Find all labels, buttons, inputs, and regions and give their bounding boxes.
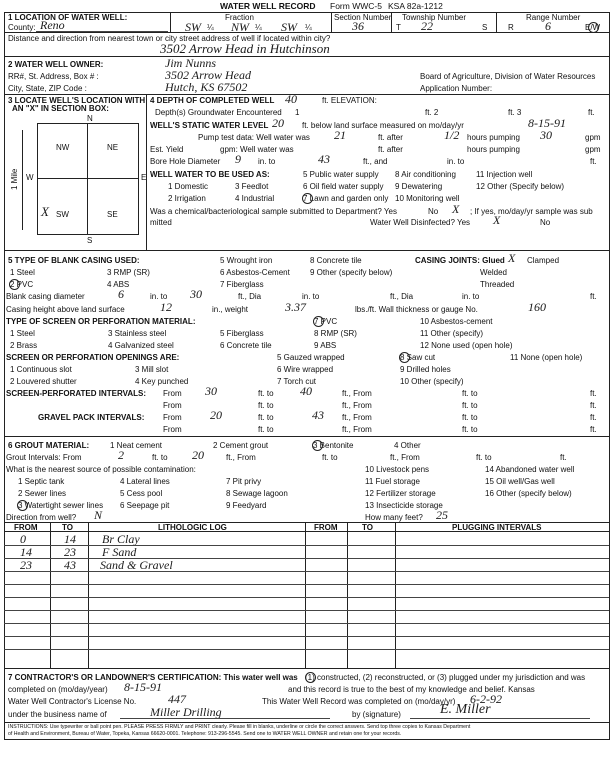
mitted: mitted <box>150 218 172 227</box>
opening-4[interactable]: 4 Key punched <box>135 377 189 386</box>
log-row-to[interactable]: 43 <box>64 558 76 572</box>
gravel-ft3: ft. to <box>462 413 478 422</box>
diameter-in2: in. to <box>302 292 320 301</box>
perf-ft3: ft. to <box>462 389 478 398</box>
contam-16[interactable]: 16 Other (specify below) <box>485 489 572 498</box>
gpm-label: gpm <box>585 133 601 142</box>
use-2[interactable]: 2 Irrigation <box>168 194 206 203</box>
log-col-line <box>88 522 89 668</box>
disinfected-x: X <box>493 213 501 227</box>
yield-after: ft. after <box>378 145 403 154</box>
license-label: Water Well Contractor's License No. <box>8 697 137 706</box>
sample-x: X <box>452 202 460 216</box>
contam-1[interactable]: 1 Septic tank <box>18 477 65 486</box>
ksa-reference: KSA 82a-1212 <box>388 1 443 11</box>
use-label: WELL WATER TO BE USED AS: <box>150 170 270 179</box>
use-5[interactable]: 5 Public water supply <box>303 170 379 179</box>
groundwater-label: Depth(s) Groundwater Encountered <box>155 108 282 117</box>
opening-10[interactable]: 10 Other (specify) <box>400 377 464 386</box>
range-r: R <box>508 23 514 32</box>
gravel-end: ft. <box>590 413 597 422</box>
bore-in: in. to <box>258 157 276 166</box>
opening-8-circle <box>399 352 410 363</box>
grout-ft2: ft., From <box>226 453 256 462</box>
log-to-header: TO <box>62 523 73 532</box>
township-t: T <box>396 23 401 32</box>
se-label: SE <box>107 210 118 219</box>
grout-ft: ft. to <box>152 453 168 462</box>
contam-6[interactable]: 6 Seepage pit <box>120 501 170 510</box>
by-label: by (signature) <box>352 710 401 719</box>
log-rule <box>4 597 609 598</box>
gauge-value[interactable]: 160 <box>528 300 546 314</box>
use-10[interactable]: 10 Monitoring well <box>395 194 460 203</box>
log-rule <box>4 571 609 572</box>
height-in: in., weight <box>212 305 249 314</box>
contam-14[interactable]: 14 Abandoned water well <box>485 465 575 474</box>
business-value[interactable]: Miller Drilling <box>150 705 222 719</box>
screen-10[interactable]: 10 Asbestos-cement <box>420 317 493 326</box>
log-rule <box>4 610 609 611</box>
use-3[interactable]: 3 Feedlot <box>235 182 269 191</box>
gravel-ft: ft. to <box>258 413 274 422</box>
sample-no[interactable]: No <box>428 207 439 216</box>
divider <box>170 12 171 32</box>
section-5-label: 5 TYPE OF BLANK CASING USED: <box>8 256 140 265</box>
log-col-line <box>395 522 396 668</box>
casing-2[interactable]: 2 PVC <box>10 280 34 289</box>
section-box[interactable] <box>37 123 139 235</box>
direction-label: Direction from well? <box>6 513 77 522</box>
use-8[interactable]: 8 Air conditioning <box>395 170 456 179</box>
plug-from-header: FROM <box>314 523 338 532</box>
log-rule <box>4 584 609 585</box>
distance-label: Distance and direction from nearest town or city street address of well if located within city? <box>8 34 331 43</box>
divider <box>496 12 497 32</box>
business-label: under the business name of <box>8 710 107 719</box>
gw-2: ft. 2 <box>425 108 439 117</box>
screen-1[interactable]: 1 Steel <box>10 329 35 338</box>
opening-11[interactable]: 11 None (open hole) <box>510 353 583 362</box>
joints-label: CASING JOINTS: Glued <box>415 256 505 265</box>
west-label: W <box>26 173 34 182</box>
county-label: County: <box>8 23 36 32</box>
yield-end: gpm <box>585 145 601 154</box>
casing-3[interactable]: 3 RMP (SR) <box>107 268 150 277</box>
distance-value[interactable]: 3502 Arrow Head in Hutchinson <box>160 41 330 56</box>
gravel-ft2: ft., From <box>342 413 372 422</box>
quarter-mark: ¼ <box>207 23 214 32</box>
screen-3[interactable]: 3 Stainless steel <box>108 329 167 338</box>
application-label: Application Number: <box>420 84 493 93</box>
screen-11[interactable]: 11 Other (specify) <box>420 329 483 338</box>
height-value[interactable]: 12 <box>160 300 172 314</box>
opening-8[interactable]: 8 Saw cut <box>400 353 436 362</box>
log-row-desc[interactable]: Sand & Gravel <box>100 558 173 572</box>
contam-3-circle <box>17 500 28 511</box>
depth-label: 4 DEPTH OF COMPLETED WELL <box>150 96 275 105</box>
opening-5[interactable]: 5 Gauzed wrapped <box>277 353 345 362</box>
divider <box>4 32 609 33</box>
divider <box>4 56 609 57</box>
log-rule <box>4 636 609 637</box>
log-rule <box>4 558 609 559</box>
casing-1[interactable]: 1 Steel <box>10 268 35 277</box>
yield-gpm: gpm: Well water was <box>220 145 294 154</box>
disinfected-no[interactable]: No <box>540 218 551 227</box>
perforated-label: SCREEN-PERFORATED INTERVALS: <box>6 389 147 398</box>
use-1[interactable]: 1 Domestic <box>168 182 209 191</box>
use-7[interactable]: 7 Lawn and garden only <box>303 194 389 203</box>
gravel-from: From <box>163 413 182 422</box>
pump-gpm[interactable]: 30 <box>540 128 552 142</box>
diameter-value[interactable]: 6 <box>118 287 124 301</box>
log-col-line <box>50 522 51 668</box>
static-label: WELL'S STATIC WATER LEVEL <box>150 121 269 130</box>
pump-label: Pump test data: Well water was <box>198 133 310 142</box>
section-6-label: 6 GROUT MATERIAL: <box>8 441 90 450</box>
weight-lbs: lbs./ft. Wall thickness or gauge No. <box>355 305 478 314</box>
gravel-end2: ft. <box>590 425 597 434</box>
contamination-question: What is the nearest source of possible contamination: <box>6 465 196 474</box>
perf-ft6: ft. to <box>462 401 478 410</box>
welded-label[interactable]: Welded <box>480 268 507 277</box>
use-7-circle <box>302 193 313 204</box>
log-rule <box>4 649 609 650</box>
height-label: Casing height above land surface <box>6 305 125 314</box>
log-row-desc[interactable]: Br Clay <box>102 532 140 546</box>
signature-line <box>410 718 590 719</box>
section-2-label: 2 WATER WELL OWNER: <box>8 60 104 69</box>
record-label: This Water Well Record was completed on (mo/day/yr) <box>262 697 456 706</box>
sample-question: Was a chemical/bacteriological sample submitted to Department? Yes <box>150 207 397 216</box>
log-from-header: FROM <box>14 523 38 532</box>
log-row-desc[interactable]: F Sand <box>102 545 137 559</box>
county-value[interactable]: Reno <box>40 18 65 32</box>
opening-2[interactable]: 2 Louvered shutter <box>10 377 77 386</box>
bore-in2: in. to <box>447 157 465 166</box>
screen-7-circle <box>313 316 324 327</box>
grout-to-value[interactable]: 20 <box>192 448 204 462</box>
use-12[interactable]: 12 Other (Specify below) <box>476 182 565 191</box>
opening-1[interactable]: 1 Continuous slot <box>10 365 72 374</box>
divider <box>4 94 609 95</box>
bore-label: Bore Hole Diameter <box>150 157 221 166</box>
opening-3[interactable]: 3 Mill slot <box>135 365 169 374</box>
feet-label: How many feet? <box>365 513 423 522</box>
depth-value[interactable]: 40 <box>285 92 297 106</box>
gravel-label: GRAVEL PACK INTERVALS: <box>38 413 145 422</box>
bore-ft: ft., and <box>363 157 388 166</box>
east-label: E <box>141 173 147 182</box>
section-box-vline <box>87 123 88 234</box>
contam-15[interactable]: 15 Oil well/Gas well <box>485 477 555 486</box>
grout-2[interactable]: 2 Cement grout <box>213 441 269 450</box>
static-date[interactable]: 8-15-91 <box>528 116 566 130</box>
section-number-value[interactable]: 36 <box>352 19 364 33</box>
perf-from: From <box>163 389 182 398</box>
city-label: City, State, ZIP Code : <box>8 84 87 93</box>
gw-ft: ft. <box>588 108 595 117</box>
township-value[interactable]: 22 <box>421 19 433 33</box>
log-row-from[interactable]: 23 <box>20 558 32 572</box>
contam-2[interactable]: 2 Sewer lines <box>18 489 67 498</box>
section-3-label-2: AN "X" IN SECTION BOX: <box>12 104 109 113</box>
completed-label: completed on (mo/day/year) <box>8 685 108 694</box>
section-3-label: 3 LOCATE WELL'S LOCATION WITH <box>8 96 146 105</box>
divider <box>4 722 609 723</box>
range-ew: E/W <box>585 23 601 32</box>
diameter-label: Blank casing diameter <box>6 292 85 301</box>
pump-hours-label: hours pumping <box>467 133 520 142</box>
board-label: Board of Agriculture, Division of Water Resources <box>420 72 596 81</box>
opening-9[interactable]: 9 Drilled holes <box>400 365 451 374</box>
screen-2[interactable]: 2 Brass <box>10 341 38 350</box>
log-row-to[interactable]: 14 <box>64 532 76 546</box>
north-label: N <box>87 114 93 123</box>
mile-label: 1 Mile <box>10 168 19 190</box>
license-value[interactable]: 447 <box>168 692 186 706</box>
section-number-label: Section Number <box>334 13 392 22</box>
pump-value[interactable]: 21 <box>334 128 346 142</box>
form-number: Form WWC-5 <box>330 1 382 11</box>
signature: E. Miller <box>440 702 491 717</box>
divider <box>331 12 332 32</box>
perf-ft4: ft. to <box>258 401 274 410</box>
gw-1: 1 <box>295 108 300 117</box>
bore-ft2: ft. <box>590 157 597 166</box>
contam-9[interactable]: 9 Feedyard <box>226 501 267 510</box>
log-col-line <box>305 522 306 668</box>
city-value[interactable]: Hutch, KS 67502 <box>165 80 248 94</box>
constructed-circle <box>305 672 316 683</box>
log-rule <box>4 623 609 624</box>
plug-to-header: TO <box>362 523 373 532</box>
screen-6[interactable]: 6 Concrete tile <box>220 341 272 350</box>
use-6[interactable]: 6 Oil field water supply <box>303 182 384 191</box>
bore-value[interactable]: 9 <box>235 152 241 166</box>
grout-1[interactable]: 1 Neat cement <box>110 441 163 450</box>
certification-line-1b: (1) constructed, (2) reconstructed, or (3) plugged under my jurisdiction and was <box>305 673 586 682</box>
business-line <box>120 718 330 719</box>
gravel-to-value[interactable]: 43 <box>312 408 324 422</box>
direction-value[interactable]: N <box>94 508 103 522</box>
grout-4[interactable]: 4 Other <box>394 441 421 450</box>
township-s: S <box>482 23 488 32</box>
grout-3-circle <box>312 440 323 451</box>
gravel-ft6: ft. to <box>462 425 478 434</box>
divider <box>4 250 609 251</box>
gw-3: ft. 3 <box>508 108 522 117</box>
perf-end2: ft. <box>590 401 597 410</box>
opening-7[interactable]: 7 Torch cut <box>277 377 316 386</box>
gravel-ft5: ft., From <box>342 425 372 434</box>
diameter-to[interactable]: 30 <box>190 287 202 301</box>
rr-label: RR#, St. Address, Box # : <box>8 72 99 81</box>
contam-8[interactable]: 8 Sewage lagoon <box>226 489 288 498</box>
instructions-line-1: INSTRUCTIONS: Use typewriter or ball point pen. PLEASE PRESS FIRMLY and PRINT clearly. Please fill in blanks, underline or circle the correct answers. Send top three copies to Kansas Department <box>8 724 471 730</box>
contam-11[interactable]: 11 Fuel storage <box>365 477 420 486</box>
bore-to[interactable]: 43 <box>318 152 330 166</box>
perf-ft2: ft., From <box>342 389 372 398</box>
instructions-line-2: of Health and Environment, Bureau of Water, Topeka, Kansas 66620-0001. Telephone: 913-296-5545. Send one to WATER WELL OWNER and retain one for your records. <box>8 731 402 737</box>
screen-5[interactable]: 5 Fiberglass <box>220 329 264 338</box>
yield-hours: hours pumping <box>467 145 520 154</box>
owner-value[interactable]: Jim Nunns <box>165 56 216 70</box>
disinfected-label: Water Well Disinfected? Yes <box>370 218 471 227</box>
mile-arrow <box>22 130 23 230</box>
grout-3[interactable]: 3 Bentonite <box>313 441 354 450</box>
casing-2-circle <box>9 279 20 290</box>
log-litho-header: LITHOLOGIC LOG <box>158 523 227 532</box>
sample-end: ; If yes, mo/day/yr sample was sub <box>470 207 593 216</box>
contam-10[interactable]: 10 Livestock pens <box>365 465 430 474</box>
quarter-mark: ¼ <box>255 23 262 32</box>
use-11[interactable]: 11 Injection well <box>476 170 533 179</box>
fraction-2-value[interactable]: NW <box>231 20 249 34</box>
ne-label: NE <box>107 143 119 152</box>
perf-from2: From <box>163 401 182 410</box>
opening-6[interactable]: 6 Wire wrapped <box>277 365 334 374</box>
township-label: Township Number <box>402 13 467 22</box>
perf-ft5: ft., From <box>342 401 372 410</box>
range-label: Range Number <box>526 13 581 22</box>
pump-hours[interactable]: 1/2 <box>444 128 460 142</box>
record-value[interactable]: 6-2-92 <box>470 692 502 706</box>
weight-value[interactable]: 3.37 <box>285 300 306 314</box>
pump-after: ft. after <box>378 133 403 142</box>
diameter-ft: ft., Dia <box>238 292 262 301</box>
divider <box>4 436 609 437</box>
range-value[interactable]: 6 <box>545 19 551 33</box>
use-4[interactable]: 4 Industrial <box>235 194 275 203</box>
completed-value[interactable]: 8-15-91 <box>124 680 162 694</box>
gravel-ft4: ft. to <box>258 425 274 434</box>
diameter-in3: in. to <box>462 292 480 301</box>
perf-end: ft. <box>590 389 597 398</box>
clamped-label[interactable]: Clamped <box>527 256 560 265</box>
divider <box>4 668 609 669</box>
casing-9[interactable]: 9 Other (specify below) <box>310 268 393 277</box>
elevation-label: ft. ELEVATION: <box>322 96 377 105</box>
diameter-in: in. to <box>150 292 168 301</box>
screen-label: TYPE OF SCREEN OR PERFORATION MATERIAL: <box>6 317 196 326</box>
grout-end: ft. <box>560 453 567 462</box>
log-row-from[interactable]: 0 <box>20 532 26 546</box>
contam-13[interactable]: 13 Insecticide storage <box>365 501 443 510</box>
feet-value[interactable]: 25 <box>436 508 448 522</box>
log-row-from[interactable]: 14 <box>20 545 32 559</box>
screen-4[interactable]: 4 Galvanized steel <box>108 341 174 350</box>
grout-intervals-label: Grout Intervals: From <box>6 453 82 462</box>
south-label: S <box>87 236 93 245</box>
perf-from-value[interactable]: 30 <box>205 384 217 398</box>
screen-8[interactable]: 8 RMP (SR) <box>314 329 357 338</box>
grout-ft5: ft. to <box>476 453 492 462</box>
perf-ft: ft. to <box>258 389 274 398</box>
section-1-label: 1 LOCATION OF WATER WELL: <box>8 13 128 22</box>
gravel-from2: From <box>163 425 182 434</box>
casing-8[interactable]: 8 Concrete tile <box>310 256 362 265</box>
sw-label: SW <box>56 210 69 219</box>
diameter-ft2: ft., Dia <box>390 292 414 301</box>
openings-label: SCREEN OR PERFORATION OPENINGS ARE: <box>6 353 180 362</box>
grout-ft3: ft. to <box>322 453 338 462</box>
contam-4[interactable]: 4 Lateral lines <box>120 477 170 486</box>
fraction-label: Fraction <box>225 13 254 22</box>
grout-from-value[interactable]: 2 <box>118 448 124 462</box>
quarter-mark: ¼ <box>305 23 312 32</box>
gravel-from-value[interactable]: 20 <box>210 408 222 422</box>
nw-label: NW <box>56 143 70 152</box>
fraction-1-value[interactable]: SW <box>185 20 201 34</box>
form-title: WATER WELL RECORD <box>220 1 316 11</box>
log-rule <box>4 545 609 546</box>
screen-12[interactable]: 12 None used (open hole) <box>420 341 513 350</box>
contam-5[interactable]: 5 Cess pool <box>120 489 163 498</box>
casing-5[interactable]: 5 Wrought iron <box>220 256 273 265</box>
grout-ft4: ft., From <box>390 453 420 462</box>
screen-7[interactable]: 7 PVC <box>314 317 338 326</box>
screen-9[interactable]: 9 ABS <box>314 341 337 350</box>
completed-rest: and this record is true to the best of my knowledge and belief. Kansas <box>288 685 535 694</box>
rr-value[interactable]: 3502 Arrow Head <box>165 68 252 82</box>
contam-12[interactable]: 12 Fertilizer storage <box>365 489 436 498</box>
plug-header: PLUGGING INTERVALS <box>452 523 542 532</box>
static-value[interactable]: 20 <box>272 116 284 130</box>
certification-line-1a: 7 CONTRACTOR'S OR LANDOWNER'S CERTIFICATION: This water well was <box>8 673 298 682</box>
contam-7[interactable]: 7 Pit privy <box>226 477 262 486</box>
fraction-3-value[interactable]: SW <box>281 20 297 34</box>
contam-3[interactable]: 3 Watertight sewer lines <box>18 501 104 510</box>
log-row-to[interactable]: 23 <box>64 545 76 559</box>
perf-to-value[interactable]: 40 <box>300 384 312 398</box>
casing-6[interactable]: 6 Asbestos-Cement <box>220 268 290 277</box>
yield-label: Est. Yield <box>150 145 184 154</box>
joints-x: X <box>508 251 516 265</box>
static-mid: ft. below land surface measured on mo/day/yr <box>302 121 464 130</box>
casing-4[interactable]: 4 ABS <box>107 280 130 289</box>
diameter-ft3: ft. <box>590 292 597 301</box>
log-col-line <box>347 522 348 668</box>
threaded-label[interactable]: Threaded <box>480 280 515 289</box>
divider <box>146 94 147 250</box>
casing-7[interactable]: 7 Fiberglass <box>220 280 264 289</box>
location-x-mark: X <box>41 204 49 219</box>
use-9[interactable]: 9 Dewatering <box>395 182 443 191</box>
